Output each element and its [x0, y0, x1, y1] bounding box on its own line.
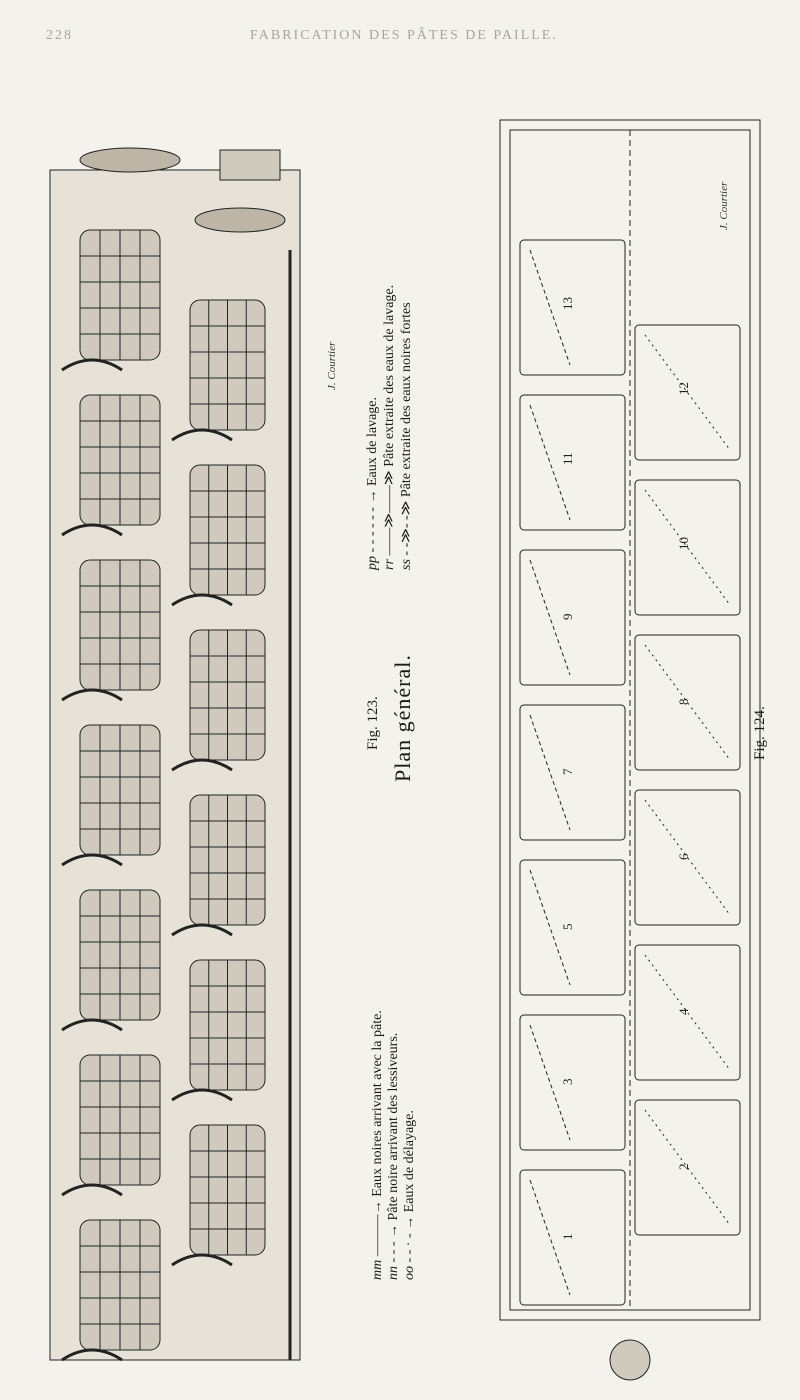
legend-item-nn: nn - - - → Pâte noire arrivant des lessiveurs. — [386, 1032, 401, 1280]
drive-gear — [610, 1340, 650, 1380]
page-number: 228 — [46, 28, 73, 43]
vat-number: 13 — [560, 297, 575, 310]
fig124-caption: Fig. 124. — [752, 706, 768, 760]
gear-housing — [220, 150, 280, 180]
vat-number: 11 — [560, 452, 575, 465]
vat-number: 7 — [560, 768, 575, 775]
vat — [520, 860, 625, 995]
fig123-drawing — [40, 70, 310, 1390]
vat — [520, 395, 625, 530]
vat — [635, 480, 740, 615]
vat-number: 10 — [676, 537, 691, 550]
vat — [520, 1170, 625, 1305]
vat — [635, 790, 740, 925]
vat — [520, 705, 625, 840]
vat — [520, 550, 625, 685]
vat-number: 4 — [676, 1008, 691, 1015]
fig123-caption: Fig. 123. — [365, 696, 381, 750]
vat-number: 2 — [676, 1163, 691, 1170]
plan-title: Plan général. — [390, 654, 415, 782]
vat — [635, 635, 740, 770]
vat-number: 1 — [560, 1233, 575, 1240]
vat-number: 12 — [676, 382, 691, 395]
vat — [635, 1100, 740, 1235]
vat-number: 8 — [676, 698, 691, 705]
vat — [635, 945, 740, 1080]
vat-number: 6 — [676, 853, 691, 860]
vat — [635, 325, 740, 460]
gear-wheel — [80, 148, 180, 172]
fig124-plan — [460, 70, 780, 1390]
legend-right — [365, 285, 415, 570]
vat-number: 3 — [560, 1078, 575, 1085]
gear-wheel — [195, 208, 285, 232]
figure-area — [40, 70, 780, 1390]
legend-left — [370, 1010, 418, 1280]
vat — [520, 240, 625, 375]
legend-item-pp: pp - - - - - - → Eaux de lavage. — [365, 397, 380, 570]
vat-number: 9 — [560, 613, 575, 620]
fig124-signature: J. Courtier — [718, 181, 730, 230]
legend-item-mm: mm ———→ Eaux noires arrivant avec la pâte. — [370, 1010, 385, 1280]
legend-item-ss: ss - -≫- -≫ Pâte extraite des eaux noires fortes — [399, 302, 414, 570]
running-head: FABRICATION DES PÂTES DE PAILLE. — [250, 28, 558, 43]
page-header — [0, 28, 800, 52]
vat-number: 5 — [560, 923, 575, 930]
legend-item-oo: oo - - · - → Eaux de délayage. — [402, 1110, 417, 1280]
fig123-signature: J. Courtier — [326, 341, 338, 390]
legend-item-rr: rr ——≫——≫ Pâte extraite des eaux de lavage. — [382, 284, 397, 570]
vat — [520, 1015, 625, 1150]
